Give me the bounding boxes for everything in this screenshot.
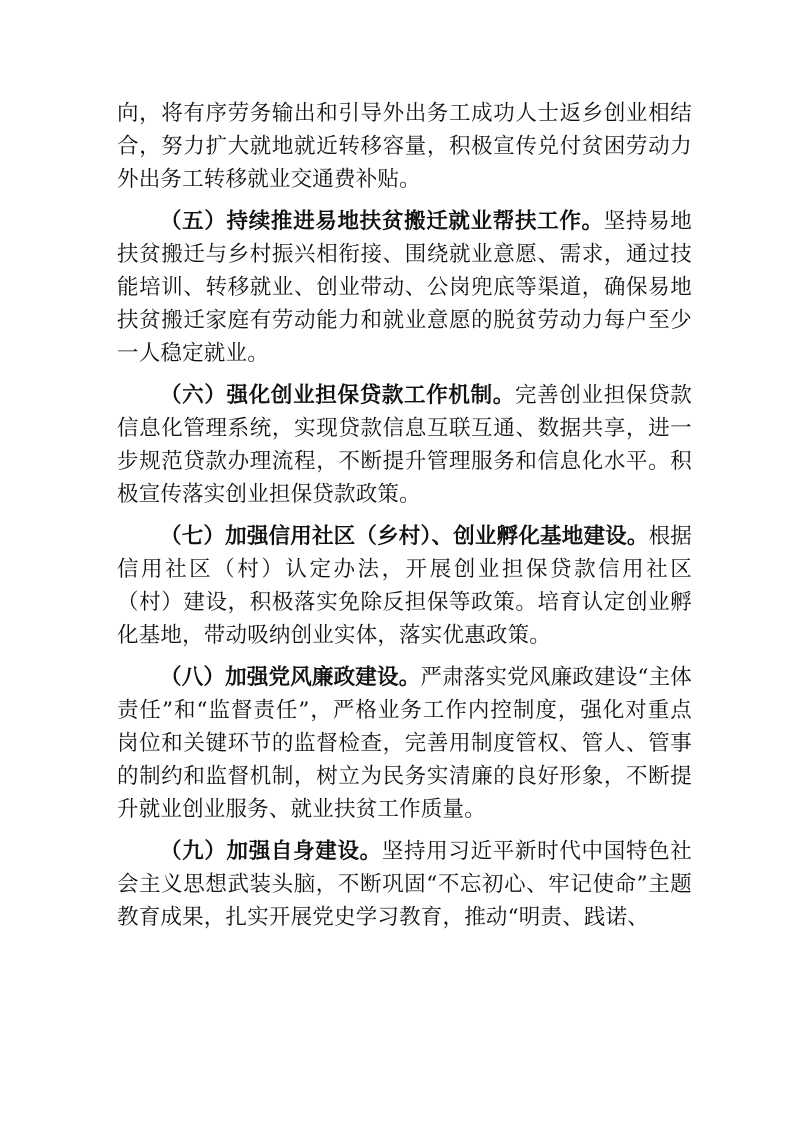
paragraph-body: 完善创业担保贷款信息化管理系统，实现贷款信息互联互通、数据共享，进一步规范贷款办理流程，不断提升管理服务和信息化水平。积极宣传落实创业担保贷款政策。 bbox=[117, 383, 692, 507]
section-heading: （六）强化创业担保贷款工作机制。 bbox=[160, 383, 515, 408]
paragraph-section-7 bbox=[117, 520, 692, 652]
paragraph-section-9 bbox=[117, 835, 692, 934]
section-heading: （七）加强信用社区（乡村）、创业孵化基地建设。 bbox=[160, 524, 649, 549]
paragraph-body: 根据信用社区（村）认定办法，开展创业担保贷款信用社区（村）建设，积极落实免除反担保等政策。培育认定创业孵化基地，带动吸纳创业实体，落实优惠政策。 bbox=[117, 524, 692, 648]
document-body bbox=[117, 97, 692, 934]
paragraph-body: 严肃落实党风廉政建设“主体责任”和“监督责任”，严格业务工作内控制度，强化对重点岗位和关键环节的监督检查，完善用制度管权、管人、管事的制约和监督机制，树立为民务实清廉的良好形象，不断提升就业创业服务、就业扶贫工作质量。 bbox=[117, 665, 692, 822]
paragraph-section-6 bbox=[117, 379, 692, 511]
paragraph-continuation bbox=[117, 97, 692, 196]
paragraph-section-5 bbox=[117, 205, 692, 370]
section-heading: （五）持续推进易地扶贫搬迁就业帮扶工作。 bbox=[160, 209, 604, 234]
paragraph-body: 坚持用习近平新时代中国特色社会主义思想武装头脑，不断巩固“不忘初心、牢记使命”主题教育成果，扎实开展党史学习教育，推动“明责、践诺、 bbox=[117, 839, 692, 930]
paragraph-section-8 bbox=[117, 661, 692, 826]
section-heading: （八）加强党风廉政建设。 bbox=[160, 665, 421, 690]
paragraph-body: 坚持易地扶贫搬迁与乡村振兴相衔接、围绕就业意愿、需求，通过技能培训、转移就业、创业带动、公岗兜底等渠道，确保易地扶贫搬迁家庭有劳动能力和就业意愿的脱贫劳动力每户至少一人稳定就业。 bbox=[117, 209, 692, 366]
section-heading: （九）加强自身建设。 bbox=[160, 839, 382, 864]
paragraph-body: 向，将有序劳务输出和引导外出务工成功人士返乡创业相结合，努力扩大就地就近转移容量，积极宣传兑付贫困劳动力外出务工转移就业交通费补贴。 bbox=[117, 101, 692, 192]
